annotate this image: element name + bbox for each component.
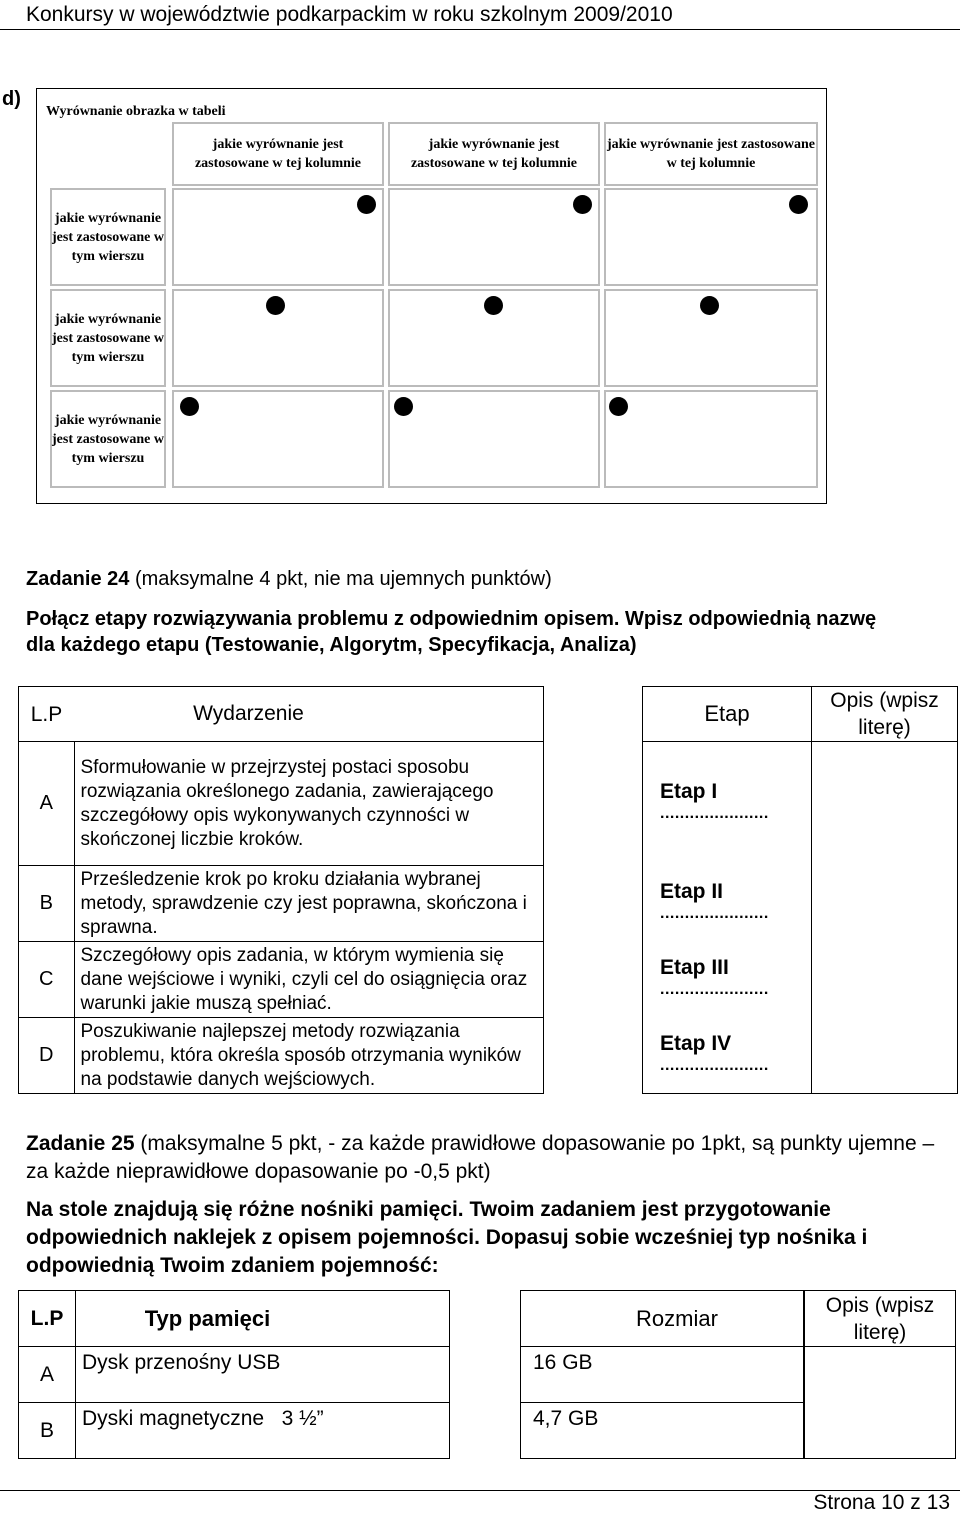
dot-r1-c3 <box>789 195 808 214</box>
figure-cell <box>388 390 600 488</box>
page-header <box>0 0 960 30</box>
lp-a: A <box>19 742 75 866</box>
event-b: Prześledzenie krok po kroku działania wybranej metody, sprawdzenie czy jest poprawna, skończona i sprawna. <box>74 866 544 942</box>
stage-1-dots[interactable]: ...................... <box>660 805 769 822</box>
task25-sizes-table <box>520 1290 804 1459</box>
dot-r2-c2 <box>484 296 503 315</box>
page-footer <box>0 1490 960 1513</box>
desc-header: Opis (wpisz literę) <box>812 687 958 742</box>
size-b: 4,7 GB <box>521 1403 804 1459</box>
event-header: Wydarzenie <box>74 687 544 742</box>
figure-cell <box>172 188 384 286</box>
t25-lp-a: A <box>19 1347 76 1403</box>
dot-r3-c3 <box>609 397 628 416</box>
size-header: Rozmiar <box>521 1291 804 1347</box>
header-title: Konkursy w województwie podkarpackim w roku szkolnym 2009/2010 <box>26 3 673 26</box>
size-a: 16 GB <box>521 1347 804 1403</box>
stage-2 <box>660 878 769 922</box>
event-c: Szczegółowy opis zadania, w którym wymienia się dane wejściowe i wyniki, czyli cel do osiągnięcia oraz warunki jakie muszą spełniać. <box>74 942 544 1018</box>
stage-4 <box>660 1030 769 1074</box>
event-a: Sformułowanie w przejrzystej postaci sposobu rozwiązania określonego zadania, zawierającego szczegółowy opis wykonywanych czynności w skończonej liczbie kroków. <box>74 742 544 866</box>
figure-cell <box>172 390 384 488</box>
figure-title: Wyrównanie obrazka w tabeli <box>46 104 226 119</box>
dot-r1-c1 <box>357 195 376 214</box>
column-header-1: jakie wyrównanie jest zastosowane w tej kolumnie <box>172 122 384 186</box>
task25-number: Zadanie 25 <box>26 1132 135 1155</box>
task24-heading <box>26 566 936 592</box>
column-header-3: jakie wyrównanie jest zastosowane w tej kolumnie <box>604 122 818 186</box>
figure-cell <box>604 390 818 488</box>
figure-cell <box>388 188 600 286</box>
task24-events-table <box>18 686 544 1094</box>
task25-types-table <box>18 1290 450 1459</box>
stage-2-dots[interactable]: ...................... <box>660 905 769 922</box>
task25-points: (maksymalne 5 pkt, - za każde prawidłowe dopasowanie po 1pkt, są punkty ujemne – za każde nieprawidłowe dopasowanie po -0,5 pkt) <box>26 1132 935 1183</box>
stage-1-name: Etap I <box>660 780 718 803</box>
alignment-figure <box>44 96 824 496</box>
task25-instruction: Na stole znajdują się różne nośniki pamięci. Twoim zadaniem jest przygotowanie odpowiednich naklejek z opisem pojemności. Dopasuj sobie wcześniej typ nośnika i odpowiednią Twoim zdaniem pojemność: <box>26 1198 868 1277</box>
stage-4-dots[interactable]: ...................... <box>660 1057 769 1074</box>
type-a: Dysk przenośny USB <box>76 1347 450 1403</box>
dot-r3-c2 <box>394 397 413 416</box>
task24-points: (maksymalne 4 pkt, nie ma ujemnych punktów) <box>129 568 552 590</box>
dot-r1-c2 <box>573 195 592 214</box>
t25-desc-input-cell[interactable] <box>805 1347 956 1459</box>
page-number: Strona 10 z 13 <box>813 1491 950 1514</box>
stage-3-name: Etap III <box>660 956 729 979</box>
task24-instruction: Połącz etapy rozwiązywania problemu z odpowiednim opisem. Wpisz odpowiednią nazwę dla każdego etapu (Testowanie, Algorytm, Specyfikacja, Analiza) <box>26 608 877 656</box>
section-d-label: d) <box>2 88 21 110</box>
t25-lp-b: B <box>19 1403 76 1459</box>
type-header: Typ pamięci <box>76 1291 450 1347</box>
dot-r3-c1 <box>180 397 199 416</box>
desc-input-cell[interactable] <box>812 742 958 1094</box>
figure-cell <box>604 188 818 286</box>
lp-c: C <box>19 942 75 1018</box>
stage-1 <box>660 778 769 822</box>
t25-desc-header: Opis (wpisz literę) <box>805 1291 956 1347</box>
stage-header: Etap <box>643 687 812 742</box>
stage-3 <box>660 954 769 998</box>
task25-desc-table <box>804 1290 956 1459</box>
row-header-1: jakie wyrównanie jest zastosowane w tym wierszu <box>50 188 166 286</box>
t25-lp-header: L.P <box>19 1291 76 1347</box>
task24-number: Zadanie 24 <box>26 568 130 590</box>
lp-b: B <box>19 866 75 942</box>
lp-d: D <box>19 1018 75 1094</box>
lp-header: L.P <box>19 687 75 742</box>
dot-r2-c3 <box>700 296 719 315</box>
task25-heading <box>26 1130 946 1186</box>
stage-4-name: Etap IV <box>660 1032 732 1055</box>
stage-2-name: Etap II <box>660 880 724 903</box>
column-header-2: jakie wyrównanie jest zastosowane w tej kolumnie <box>388 122 600 186</box>
stage-3-dots[interactable]: ...................... <box>660 981 769 998</box>
row-header-3: jakie wyrównanie jest zastosowane w tym wierszu <box>50 390 166 488</box>
row-header-2: jakie wyrównanie jest zastosowane w tym wierszu <box>50 289 166 387</box>
dot-r2-c1 <box>266 296 285 315</box>
type-b: Dyski magnetyczne 3 ½” <box>76 1403 450 1459</box>
event-d: Poszukiwanie najlepszej metody rozwiązania problemu, która określa sposób otrzymania wyników na podstawie danych wejściowych. <box>74 1018 544 1094</box>
